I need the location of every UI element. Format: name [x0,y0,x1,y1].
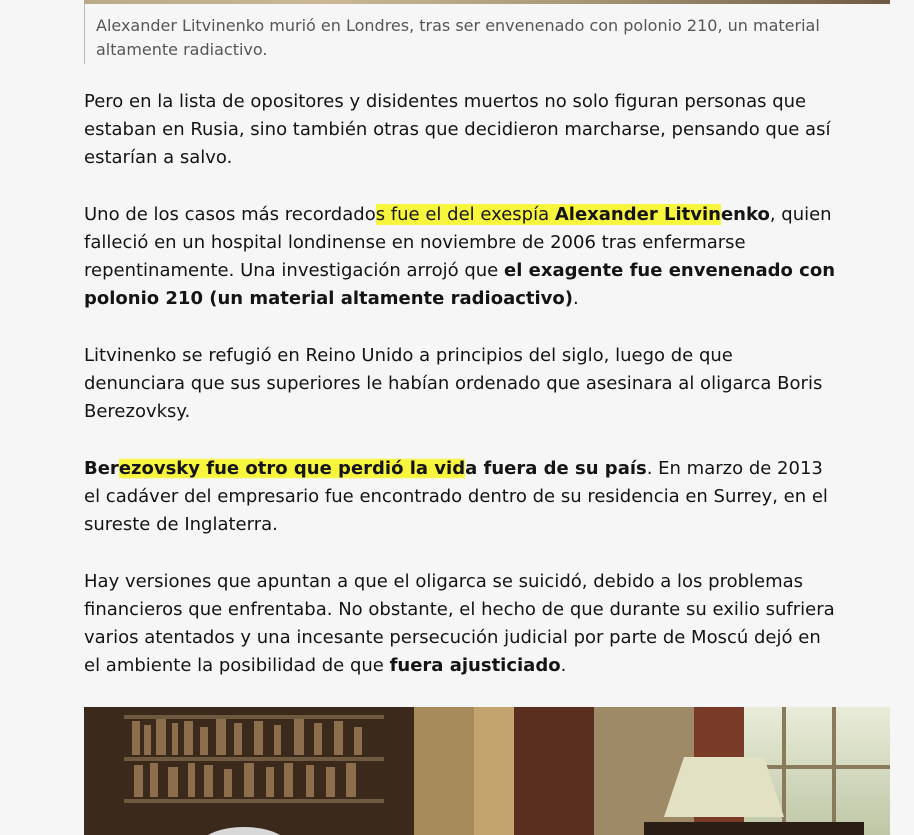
p5-text: Hay versiones que apuntan a que el oligarca se suicidó, debido a los problemas financieros que enfrentaba. No obstante, el hecho de que durante su exilio sufriera varios atentados y una incesante persecución judicial por parte de Moscú dejó en el ambiente la posibilidad de que [84,571,835,676]
p2-highlight-1: s fue el del exespía [375,204,555,225]
paragraph-1: Pero en la lista de opositores y disidentes muertos no solo figuran personas que estaban en Rusia, sino también otras que decidieron marcharse, pensando que así estarían a salvo. [84,91,831,168]
p2-text-a: Uno de los casos más recordado [84,204,376,225]
paragraph-4 [84,455,839,539]
p4-highlight: ezovsky fue otro que perdió la vid [118,458,466,479]
paragraph-5 [84,568,839,680]
article-photo [84,707,890,835]
caption-text: Alexander Litvinenko murió en Londres, tras ser envenenado con polonio 210, un material altamente radiactivo. [96,16,820,59]
p2-highlight-name: Alexander Litvin [554,204,721,225]
paragraph-2 [84,201,839,313]
article-body [84,88,839,709]
p4-text: . En marzo de 2013 el cadáver del empresario fue encontrado dentro de su residencia en Surrey, en el sureste de Inglaterra. [84,458,828,535]
p2-text-end: . [573,288,579,309]
photo-illustration [84,707,890,835]
p2-name-end: enko [720,204,770,225]
p2-text-e: , quien falleció en un hospital londinense en noviembre de 2006 tras enfermarse repentinamente. Una investigación arrojó que [84,204,832,281]
p4-bold-start: Ber [84,458,119,479]
paragraph-3: Litvinenko se refugió en Reino Unido a principios del siglo, luego de que denunciara que sus superiores le habían ordenado que asesinara al oligarca Boris Berezovksy. [84,345,823,422]
p5-text-end: . [560,655,567,676]
image-caption [84,4,856,64]
p2-bold-finding: el exagente fue envenenado con polonio 210 (un material altamente radioactivo) [84,260,836,309]
p4-bold-end: a fuera de su país [465,458,647,479]
p5-bold: fuera ajusticiado [389,655,561,676]
